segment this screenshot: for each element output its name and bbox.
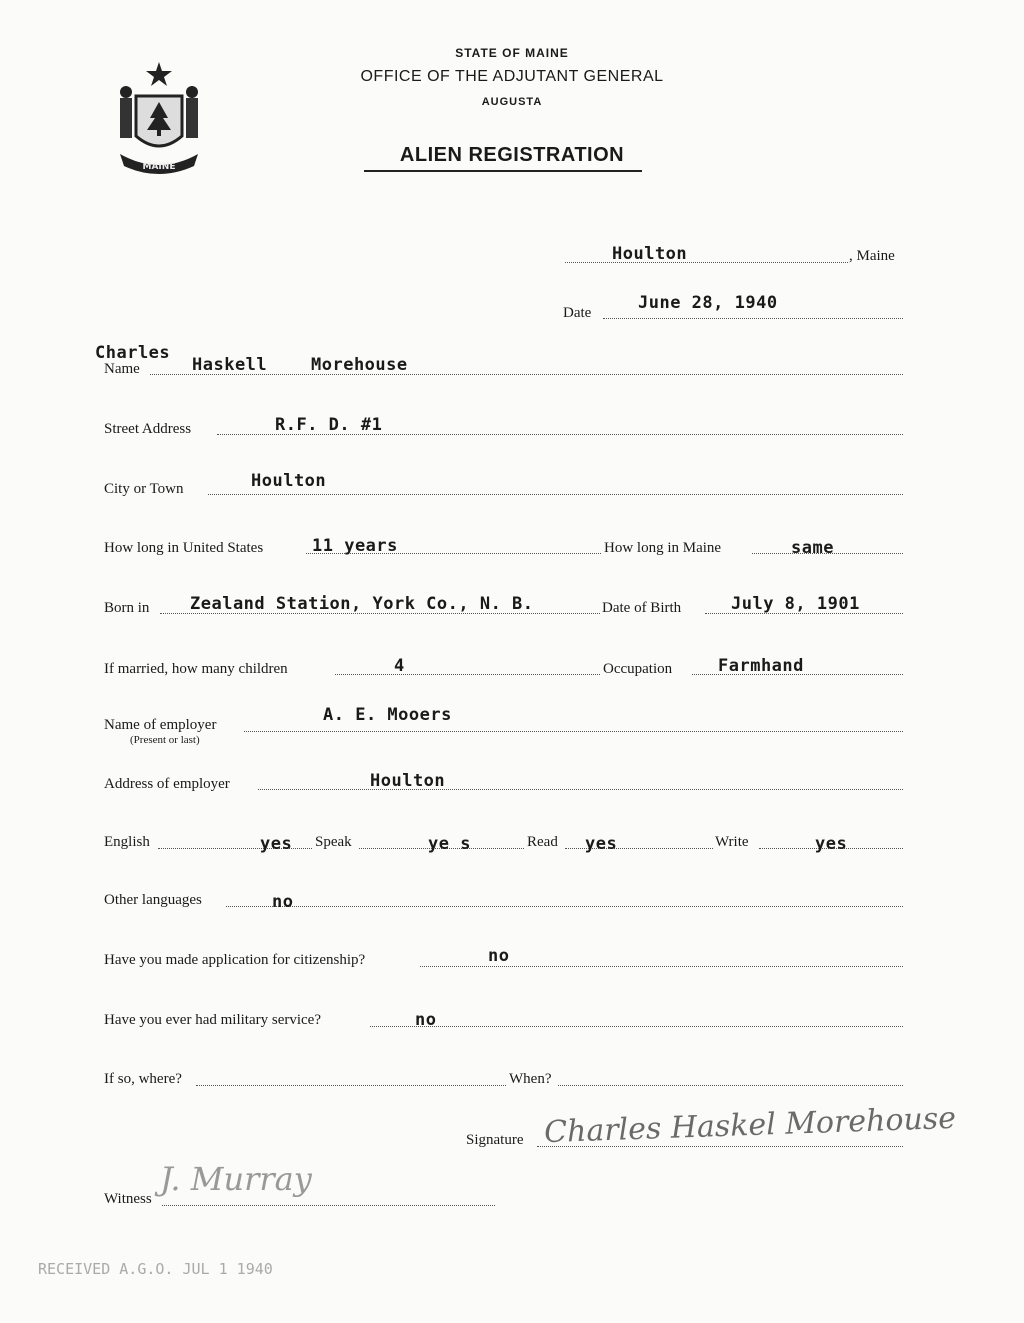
speak-value: ye s <box>428 834 471 854</box>
street-label: Street Address <box>104 421 192 437</box>
name-label: Name <box>104 361 140 377</box>
read-value: yes <box>585 834 618 854</box>
form-title: ALIEN REGISTRATION <box>399 144 625 166</box>
location-suffix: , Maine <box>849 248 895 264</box>
occupation-value: Farmhand <box>718 656 804 676</box>
employer-address-value: Houlton <box>370 771 446 791</box>
other-languages-value: no <box>272 892 294 912</box>
children-value: 4 <box>394 656 405 676</box>
witness-label: Witness <box>104 1191 152 1207</box>
location-town: Houlton <box>612 244 688 264</box>
city-heading: AUGUSTA <box>481 96 543 108</box>
write-value: yes <box>815 834 848 854</box>
where-label: If so, where? <box>104 1071 182 1087</box>
where-line <box>196 1085 506 1086</box>
name-middle: Haskell <box>192 355 268 375</box>
how-long-us-value: 11 years <box>312 536 398 556</box>
city-line <box>208 494 903 495</box>
received-stamp: RECEIVED A.G.O. JUL 1 1940 <box>38 1260 273 1278</box>
other-languages-label: Other languages <box>104 892 202 908</box>
english-label: English <box>104 834 150 850</box>
witness-line <box>162 1205 495 1206</box>
born-in-label: Born in <box>104 600 150 616</box>
signature-handwriting: Charles Haskel Morehouse <box>543 1100 957 1151</box>
dob-value: July 8, 1901 <box>731 594 860 614</box>
title-underline <box>364 170 642 172</box>
occupation-label: Occupation <box>603 661 673 677</box>
employer-label: Name of employer <box>104 717 217 733</box>
employer-value: A. E. Mooers <box>323 705 452 725</box>
employer-line <box>244 731 903 732</box>
office-heading: OFFICE OF THE ADJUTANT GENERAL <box>360 68 664 85</box>
witness-handwriting: J. Murray <box>160 1160 312 1198</box>
seal-banner-text: MAINE <box>142 162 176 172</box>
date-label: Date <box>563 305 592 321</box>
city-label: City or Town <box>104 481 184 497</box>
date-value: June 28, 1940 <box>638 293 778 313</box>
citizenship-value: no <box>488 946 510 966</box>
born-in-value: Zealand Station, York Co., N. B. <box>190 594 534 614</box>
children-line <box>335 674 600 675</box>
employer-sublabel: (Present or last) <box>130 734 200 746</box>
city-value: Houlton <box>251 471 327 491</box>
when-label: When? <box>509 1071 552 1087</box>
read-label: Read <box>527 834 558 850</box>
street-value: R.F. D. #1 <box>275 415 383 435</box>
how-long-maine-value: same <box>791 538 834 558</box>
other-languages-line <box>226 906 903 907</box>
children-label: If married, how many children <box>104 661 288 677</box>
how-long-us-label: How long in United States <box>104 540 264 556</box>
write-label: Write <box>715 834 749 850</box>
citizenship-line <box>420 966 903 967</box>
date-line <box>603 318 903 319</box>
name-first: Charles <box>95 343 171 363</box>
when-line <box>558 1085 903 1086</box>
citizenship-label: Have you made application for citizenship? <box>104 952 366 968</box>
employer-address-label: Address of employer <box>104 776 230 792</box>
how-long-maine-label: How long in Maine <box>604 540 722 556</box>
dob-label: Date of Birth <box>602 600 682 616</box>
location-line <box>565 262 848 263</box>
english-value: yes <box>260 834 293 854</box>
employer-address-line <box>258 789 903 790</box>
military-label: Have you ever had military service? <box>104 1012 321 1028</box>
military-value: no <box>415 1010 437 1030</box>
military-line <box>370 1026 903 1027</box>
speak-label: Speak <box>315 834 352 850</box>
name-last: Morehouse <box>311 355 408 375</box>
signature-label: Signature <box>466 1132 524 1148</box>
state-heading: STATE OF MAINE <box>455 46 569 60</box>
